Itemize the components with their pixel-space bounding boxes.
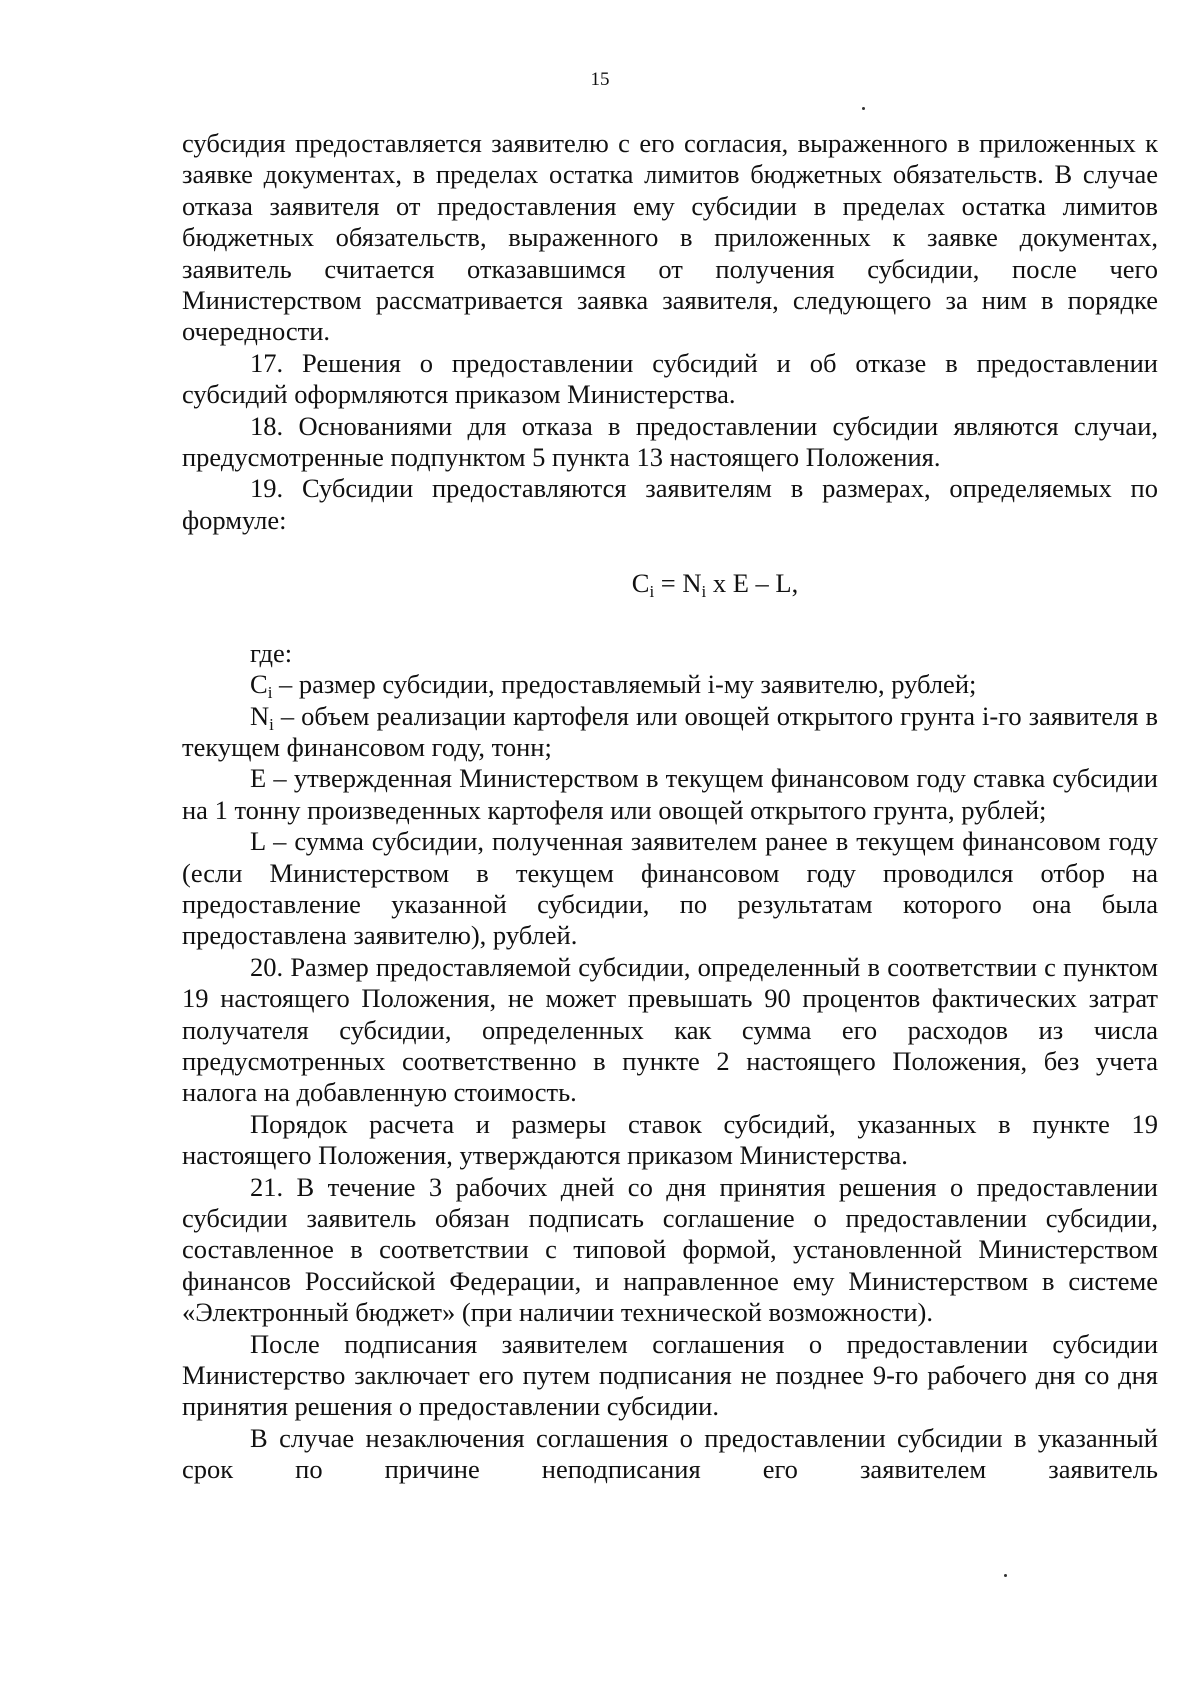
page-number: 15: [590, 69, 610, 90]
paragraph-20-rates: Порядок расчета и размеры ставок субсидий, указанных в пункте 19 настоящего Положения, утверждаются приказом Министерства.: [182, 1108, 1158, 1171]
scan-speck: [1004, 1574, 1007, 1577]
definition-l: L – сумма субсидии, полученная заявителем ранее в текущем финансовом году (если Министерством в текущем финансовом году проводился отбор на предоставление указанной субсидии, по результатам которого она была предоставлена заявителю), рублей.: [182, 826, 1158, 951]
definition-e: E – утвержденная Министерством в текущем финансовом году ставка субсидии на 1 тонну произведенных картофеля или овощей открытого грунта, рублей;: [182, 763, 1158, 825]
definition-ci: $C_i$ – размер субсидии, предоставляемый i-му заявителю, рублей;: [250, 669, 977, 703]
paragraph-continuation: субсидия предоставляется заявителю с его согласия, выраженного в приложенных к заявке документах, в пределах остатка лимитов бюджетных обязательств. В случае отказа заявителя от предоставления ему субсидии в пределах остатка лимитов бюджетных обязательств, выраженного в приложенных к заявке документах, заявитель считается отказавшимся от получения субсидии, после чего Министерством рассматривается заявка заявителя, следующего за ним в порядке очередности.: [182, 128, 1158, 347]
where-label: где:: [250, 637, 293, 668]
paragraph-21-non-conclusion: В случае незаключения соглашения о предоставлении субсидии в указанный срок по причине неподписания его заявителем заявитель: [182, 1422, 1158, 1485]
paragraph-17: 17. Решения о предоставлении субсидий и об отказе в предоставлении субсидий оформляются приказом Министерства.: [182, 347, 1158, 410]
paragraph-21: 21. В течение 3 рабочих дней со дня принятия решения о предоставлении субсидии заявитель обязан подписать соглашение о предоставлении субсидии, составленное в соответствии с типовой формой, установленной Министерством финансов Российской Федерации, и направленное ему Министерством в системе «Электронный бюджет» (при наличии технической возможности).: [182, 1171, 1158, 1328]
scan-speck: [862, 107, 865, 110]
paragraph-18: 18. Основаниями для отказа в предоставлении субсидии являются случаи, предусмотренные подпунктом 5 пункта 13 настоящего Положения.: [182, 410, 1158, 473]
document-body: [182, 128, 1158, 1486]
paragraph-19: 19. Субсидии предоставляются заявителям в размерах, определяемых по формуле:: [182, 473, 1158, 535]
paragraph-20: 20. Размер предоставляемой субсидии, определенный в соответствии с пунктом 19 настоящего Положения, не может превышать 90 процентов фактических затрат получателя субсидии, определенных как сумма его расходов из числа предусмотренных соответственно в пункте 2 настоящего Положения, без учета налога на добавленную стоимость.: [182, 951, 1158, 1108]
definition-ni: $N_i$ – объем реализации картофеля или овощей открытого грунта i-го заявителя в текущем финансовом году, тонн;: [182, 700, 1158, 762]
subsidy-formula: $C_i = N_i$ x E – L,: [631, 568, 799, 602]
paragraph-21-signing: После подписания заявителем соглашения о предоставлении субсидии Министерство заключает его путем подписания не позднее 9-го рабочего дня со дня принятия решения о предоставлении субсидии.: [182, 1328, 1158, 1422]
